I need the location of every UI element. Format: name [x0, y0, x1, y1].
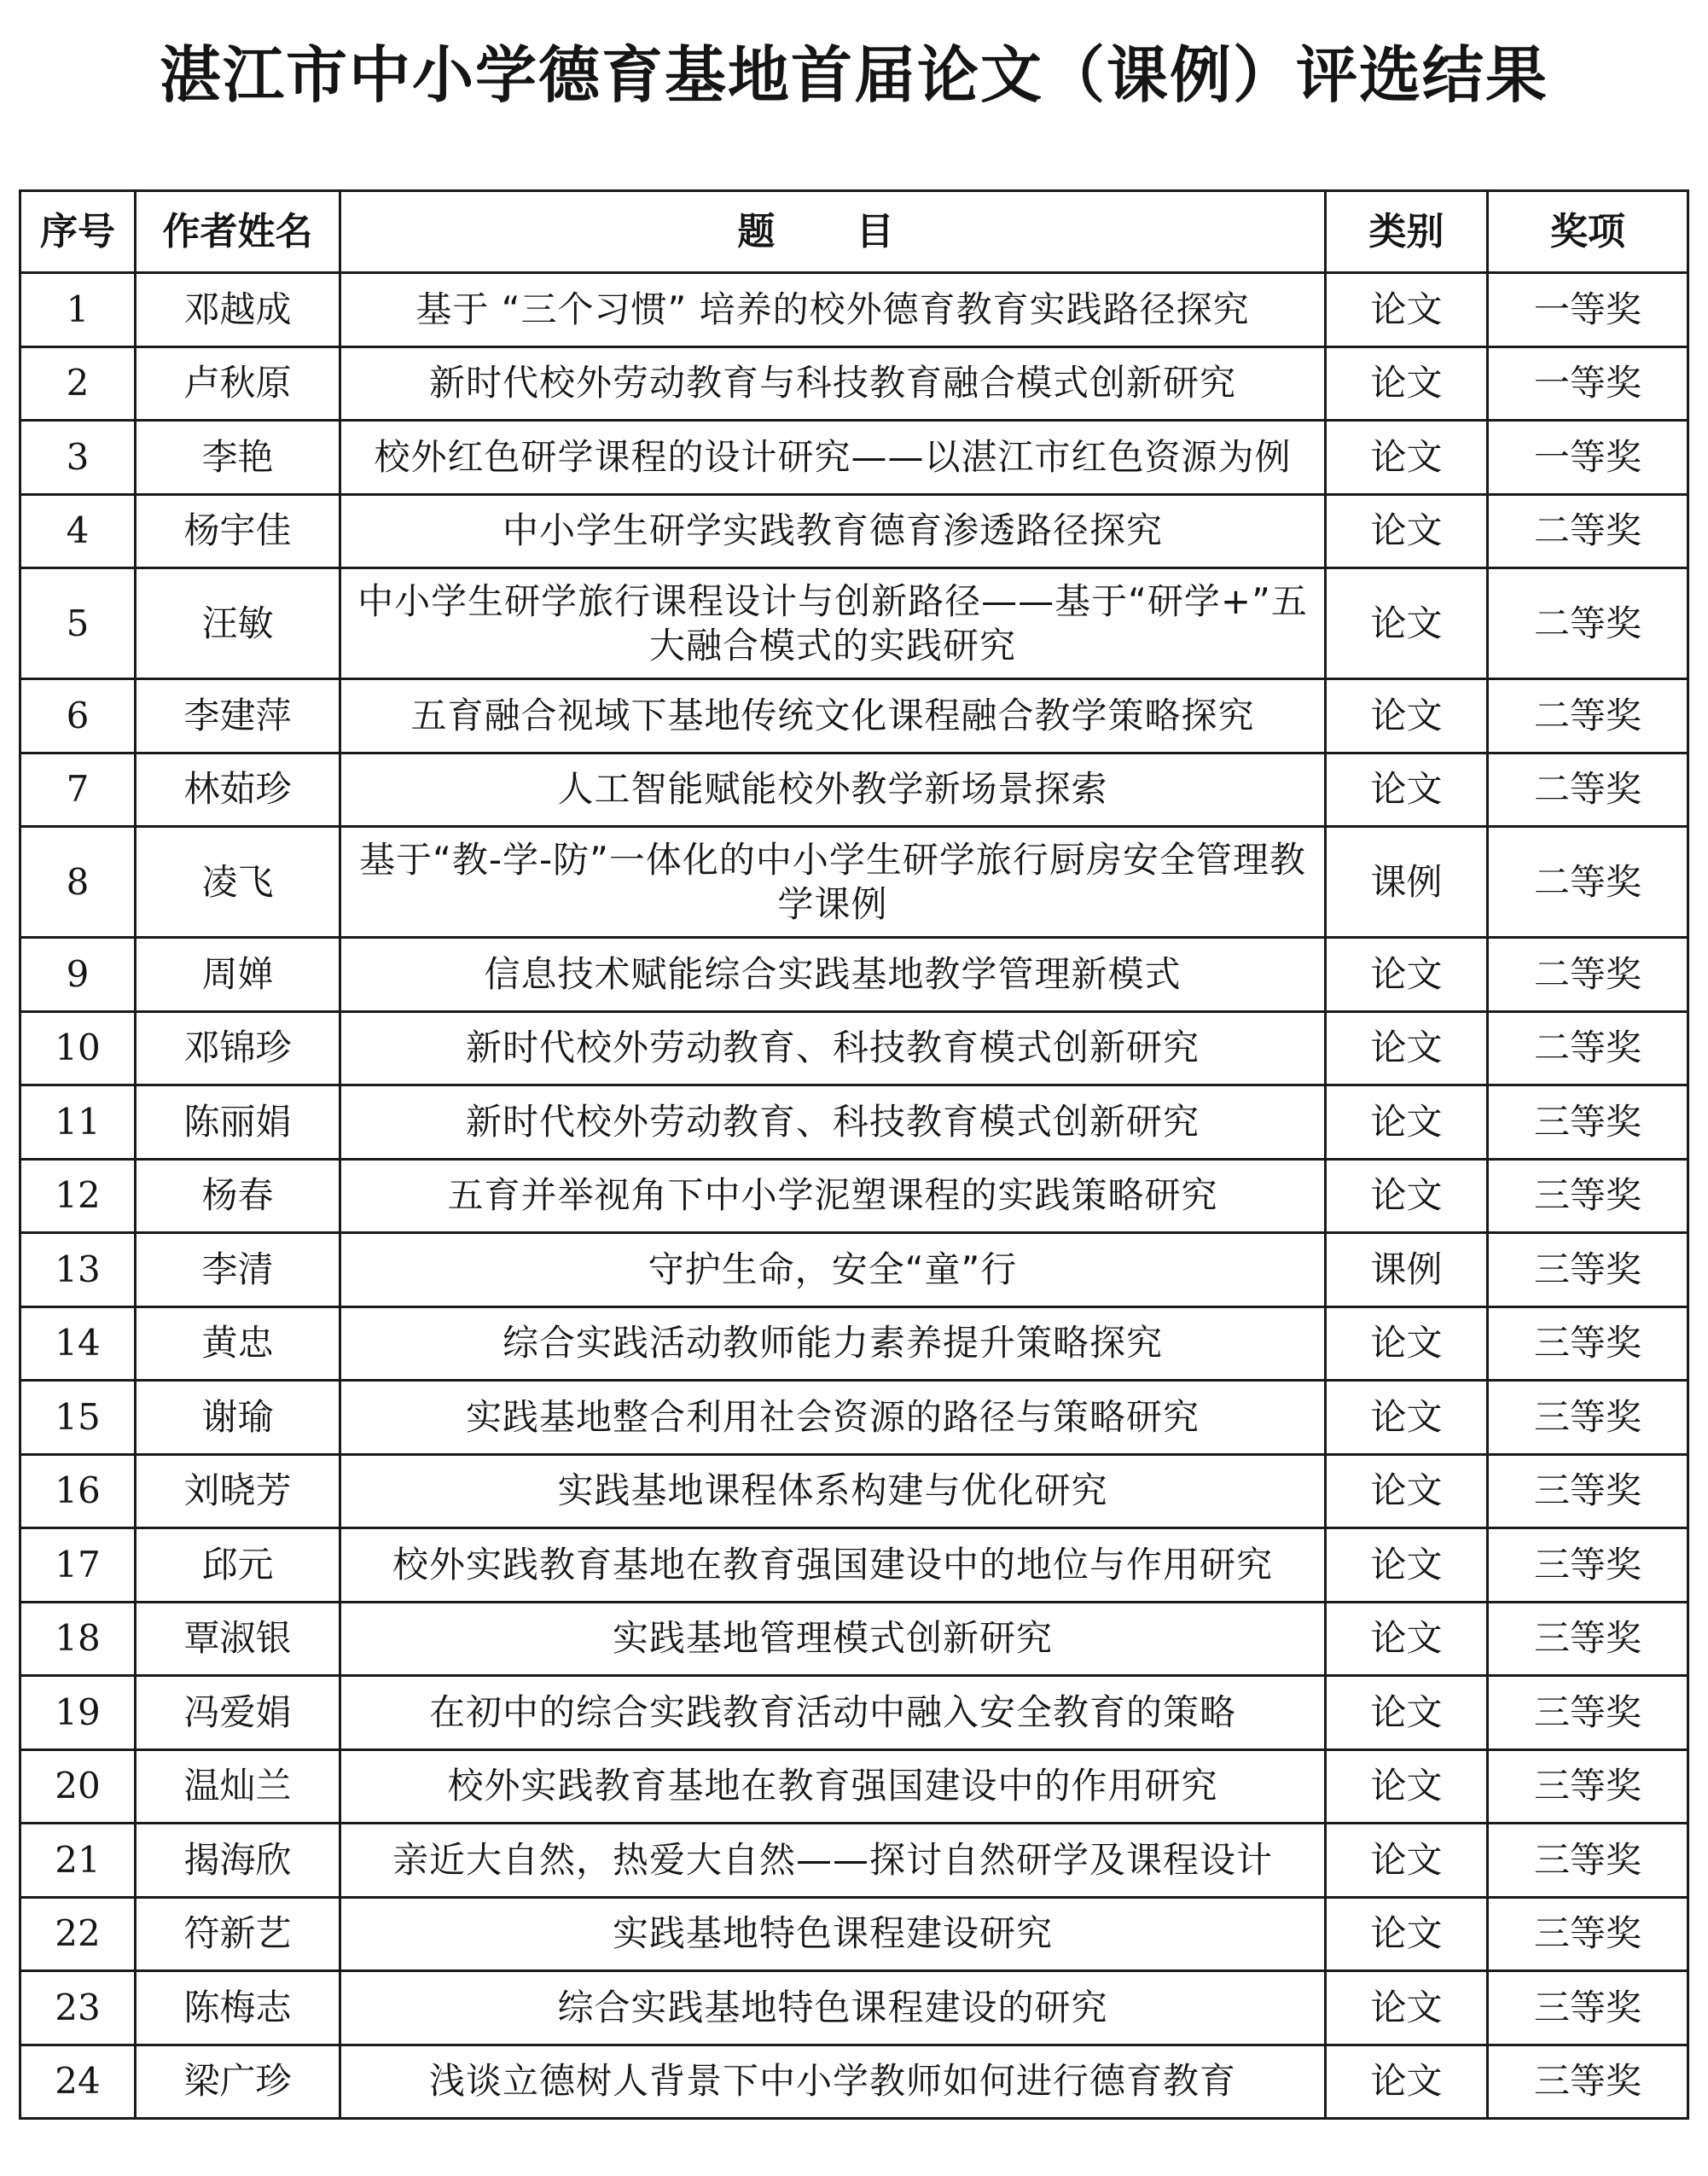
cell-author: 陈丽娟 — [136, 1085, 340, 1160]
cell-title: 基于 “三个习惯” 培养的校外德育教育实践路径探究 — [340, 273, 1326, 347]
cell-category: 论文 — [1326, 1528, 1488, 1603]
cell-no: 2 — [20, 346, 136, 421]
header-author: 作者姓名 — [136, 191, 340, 273]
cell-award: 三等奖 — [1488, 1085, 1688, 1160]
cell-category: 论文 — [1326, 1676, 1488, 1750]
cell-award: 三等奖 — [1488, 1159, 1688, 1233]
results-table — [19, 189, 1689, 2120]
table-row — [20, 1602, 1688, 1676]
table-row — [20, 346, 1688, 421]
cell-no: 12 — [20, 1159, 136, 1233]
cell-author: 温灿兰 — [136, 1749, 340, 1824]
cell-author: 李艳 — [136, 421, 340, 495]
cell-category: 论文 — [1326, 1454, 1488, 1528]
cell-author: 邓锦珍 — [136, 1011, 340, 1085]
cell-award: 二等奖 — [1488, 1011, 1688, 1085]
cell-author: 陈梅志 — [136, 1971, 340, 2045]
cell-author: 邓越成 — [136, 273, 340, 347]
cell-award: 三等奖 — [1488, 1749, 1688, 1824]
table-row — [20, 1824, 1688, 1898]
cell-category: 论文 — [1326, 1824, 1488, 1898]
cell-no: 10 — [20, 1011, 136, 1085]
cell-award: 三等奖 — [1488, 1381, 1688, 1455]
cell-category: 课例 — [1326, 827, 1488, 938]
header-title: 题 目 — [340, 191, 1326, 273]
cell-no: 13 — [20, 1233, 136, 1307]
cell-category: 论文 — [1326, 1159, 1488, 1233]
cell-no: 5 — [20, 568, 136, 679]
cell-author: 符新艺 — [136, 1897, 340, 1971]
cell-category: 论文 — [1326, 494, 1488, 568]
table-row — [20, 1676, 1688, 1750]
cell-category: 论文 — [1326, 1749, 1488, 1824]
cell-no: 4 — [20, 494, 136, 568]
cell-award: 一等奖 — [1488, 346, 1688, 421]
cell-author: 揭海欣 — [136, 1824, 340, 1898]
cell-title: 校外红色研学课程的设计研究——以湛江市红色资源为例 — [340, 421, 1326, 495]
cell-no: 20 — [20, 1749, 136, 1824]
cell-author: 卢秋原 — [136, 346, 340, 421]
cell-author: 冯爱娟 — [136, 1676, 340, 1750]
table-header-row — [20, 191, 1688, 273]
cell-author: 李建萍 — [136, 679, 340, 753]
cell-title: 新时代校外劳动教育、科技教育模式创新研究 — [340, 1085, 1326, 1160]
cell-award: 三等奖 — [1488, 2045, 1688, 2119]
cell-author: 梁广珍 — [136, 2045, 340, 2119]
cell-category: 论文 — [1326, 1971, 1488, 2045]
cell-category: 论文 — [1326, 273, 1488, 347]
table-row — [20, 827, 1688, 938]
cell-no: 19 — [20, 1676, 136, 1750]
cell-no: 18 — [20, 1602, 136, 1676]
table-row — [20, 679, 1688, 753]
cell-category: 论文 — [1326, 1897, 1488, 1971]
cell-category: 论文 — [1326, 1085, 1488, 1160]
cell-title: 守护生命，安全“童”行 — [340, 1233, 1326, 1307]
cell-author: 林茹珍 — [136, 753, 340, 827]
cell-no: 1 — [20, 273, 136, 347]
cell-award: 三等奖 — [1488, 1528, 1688, 1603]
cell-no: 24 — [20, 2045, 136, 2119]
cell-author: 杨宇佳 — [136, 494, 340, 568]
table-row — [20, 1233, 1688, 1307]
cell-no: 7 — [20, 753, 136, 827]
header-category: 类别 — [1326, 191, 1488, 273]
cell-category: 论文 — [1326, 568, 1488, 679]
cell-author: 刘晓芳 — [136, 1454, 340, 1528]
cell-award: 二等奖 — [1488, 753, 1688, 827]
page-title: 湛江市中小学德育基地首届论文（课例）评选结果 — [159, 39, 1548, 111]
cell-award: 一等奖 — [1488, 421, 1688, 495]
table-row — [20, 938, 1688, 1012]
cell-title: 实践基地管理模式创新研究 — [340, 1602, 1326, 1676]
cell-category: 论文 — [1326, 753, 1488, 827]
cell-award: 二等奖 — [1488, 568, 1688, 679]
cell-author: 黄忠 — [136, 1306, 340, 1381]
table-row — [20, 1454, 1688, 1528]
cell-title: 中小学生研学旅行课程设计与创新路径——基于“研学+”五大融合模式的实践研究 — [340, 568, 1326, 679]
header-award: 奖项 — [1488, 191, 1688, 273]
cell-no: 15 — [20, 1381, 136, 1455]
cell-award: 三等奖 — [1488, 1824, 1688, 1898]
cell-no: 17 — [20, 1528, 136, 1603]
cell-category: 论文 — [1326, 421, 1488, 495]
cell-title: 实践基地特色课程建设研究 — [340, 1897, 1326, 1971]
cell-award: 二等奖 — [1488, 494, 1688, 568]
cell-title: 新时代校外劳动教育与科技教育融合模式创新研究 — [340, 346, 1326, 421]
cell-no: 14 — [20, 1306, 136, 1381]
table-row — [20, 1971, 1688, 2045]
table-row — [20, 1897, 1688, 1971]
cell-title: 综合实践基地特色课程建设的研究 — [340, 1971, 1326, 2045]
cell-award: 三等奖 — [1488, 1233, 1688, 1307]
cell-author: 汪敏 — [136, 568, 340, 679]
cell-category: 论文 — [1326, 1306, 1488, 1381]
cell-title: 实践基地课程体系构建与优化研究 — [340, 1454, 1326, 1528]
cell-no: 21 — [20, 1824, 136, 1898]
table-row — [20, 1306, 1688, 1381]
cell-category: 论文 — [1326, 2045, 1488, 2119]
cell-title: 综合实践活动教师能力素养提升策略探究 — [340, 1306, 1326, 1381]
cell-award: 二等奖 — [1488, 827, 1688, 938]
cell-award: 三等奖 — [1488, 1454, 1688, 1528]
cell-title: 浅谈立德树人背景下中小学教师如何进行德育教育 — [340, 2045, 1326, 2119]
cell-award: 三等奖 — [1488, 1897, 1688, 1971]
cell-no: 9 — [20, 938, 136, 1012]
cell-title: 信息技术赋能综合实践基地教学管理新模式 — [340, 938, 1326, 1012]
cell-title: 五育并举视角下中小学泥塑课程的实践策略研究 — [340, 1159, 1326, 1233]
table-row — [20, 2045, 1688, 2119]
cell-title: 基于“教-学-防”一体化的中小学生研学旅行厨房安全管理教学课例 — [340, 827, 1326, 938]
cell-award: 三等奖 — [1488, 1306, 1688, 1381]
cell-author: 覃淑银 — [136, 1602, 340, 1676]
cell-category: 论文 — [1326, 1602, 1488, 1676]
cell-author: 邱元 — [136, 1528, 340, 1603]
cell-author: 谢瑜 — [136, 1381, 340, 1455]
table-row — [20, 568, 1688, 679]
table-row — [20, 273, 1688, 347]
cell-author: 李清 — [136, 1233, 340, 1307]
table-row — [20, 421, 1688, 495]
cell-award: 三等奖 — [1488, 1676, 1688, 1750]
cell-no: 11 — [20, 1085, 136, 1160]
cell-title: 亲近大自然，热爱大自然——探讨自然研学及课程设计 — [340, 1824, 1326, 1898]
cell-award: 二等奖 — [1488, 938, 1688, 1012]
table-row — [20, 494, 1688, 568]
header-no: 序号 — [20, 191, 136, 273]
table-row — [20, 1381, 1688, 1455]
table-row — [20, 753, 1688, 827]
cell-author: 凌飞 — [136, 827, 340, 938]
cell-no: 23 — [20, 1971, 136, 2045]
cell-title: 在初中的综合实践教育活动中融入安全教育的策略 — [340, 1676, 1326, 1750]
table-row — [20, 1085, 1688, 1160]
cell-title: 新时代校外劳动教育、科技教育模式创新研究 — [340, 1011, 1326, 1085]
table-row — [20, 1749, 1688, 1824]
cell-author: 杨春 — [136, 1159, 340, 1233]
table-row — [20, 1528, 1688, 1603]
cell-category: 论文 — [1326, 346, 1488, 421]
cell-title: 实践基地整合利用社会资源的路径与策略研究 — [340, 1381, 1326, 1455]
cell-title: 五育融合视域下基地传统文化课程融合教学策略探究 — [340, 679, 1326, 753]
cell-title: 校外实践教育基地在教育强国建设中的作用研究 — [340, 1749, 1326, 1824]
cell-award: 二等奖 — [1488, 679, 1688, 753]
cell-title: 中小学生研学实践教育德育渗透路径探究 — [340, 494, 1326, 568]
cell-category: 论文 — [1326, 1011, 1488, 1085]
cell-category: 课例 — [1326, 1233, 1488, 1307]
cell-category: 论文 — [1326, 679, 1488, 753]
cell-author: 周婵 — [136, 938, 340, 1012]
cell-award: 三等奖 — [1488, 1602, 1688, 1676]
cell-no: 3 — [20, 421, 136, 495]
cell-award: 一等奖 — [1488, 273, 1688, 347]
cell-category: 论文 — [1326, 1381, 1488, 1455]
cell-title: 人工智能赋能校外教学新场景探索 — [340, 753, 1326, 827]
cell-title: 校外实践教育基地在教育强国建设中的地位与作用研究 — [340, 1528, 1326, 1603]
cell-category: 论文 — [1326, 938, 1488, 1012]
cell-no: 6 — [20, 679, 136, 753]
cell-no: 22 — [20, 1897, 136, 1971]
cell-no: 8 — [20, 827, 136, 938]
cell-no: 16 — [20, 1454, 136, 1528]
cell-award: 三等奖 — [1488, 1971, 1688, 2045]
table-row — [20, 1159, 1688, 1233]
table-row — [20, 1011, 1688, 1085]
